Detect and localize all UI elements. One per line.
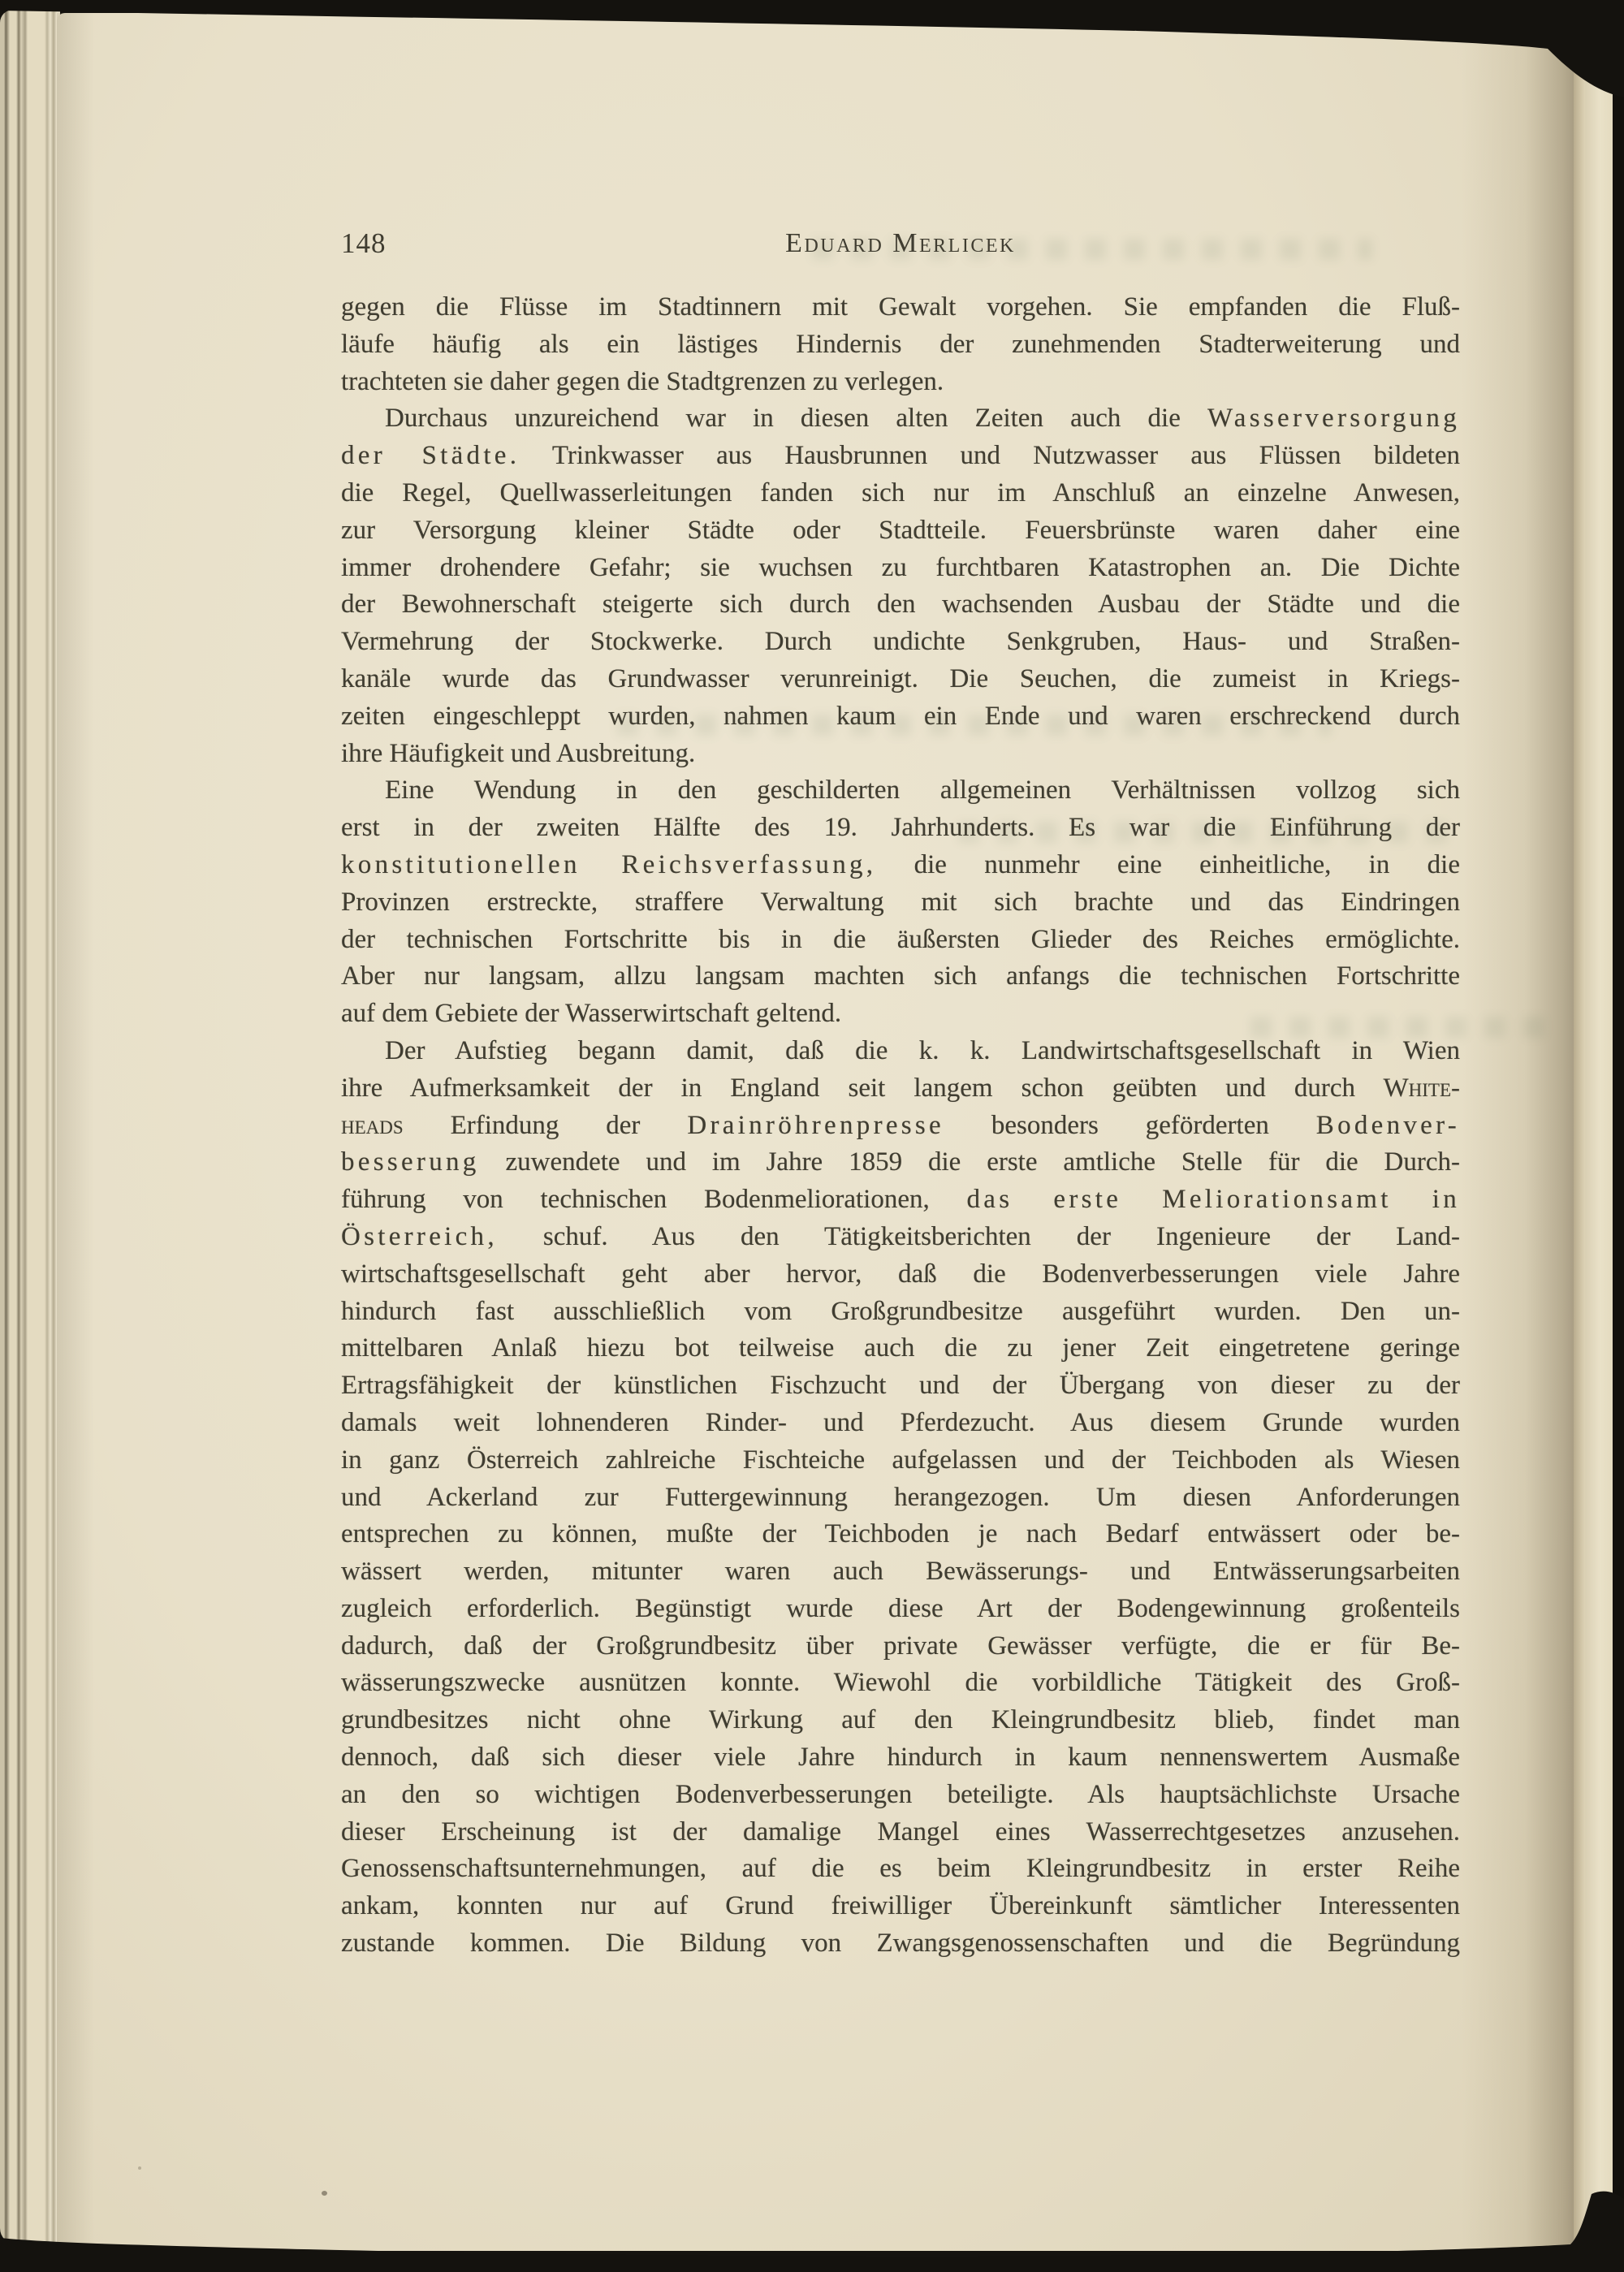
text-line: Provinzen erstreckte, straffere Verwaltung mit sich brachte und das Eindringen: [341, 887, 1460, 917]
binding-inner-shadow: [57, 13, 94, 2251]
text-line: Eine Wendung in den geschilderten allgemeinen Verhältnissen vollzog sich: [385, 775, 1460, 806]
text-line: dieser Erscheinung ist der damalige Mangel eines Wasserrechtgesetzes anzusehen.: [341, 1816, 1460, 1847]
text-line: gegen die Flüsse im Stadtinnern mit Gewalt vorgehen. Sie empfanden die Fluß-: [341, 292, 1460, 322]
text-line: zustande kommen. Die Bildung von Zwangsgenossenschaften und die Begründung: [341, 1929, 1460, 1959]
text-line: wässerungszwecke ausnützen konnte. Wiewohl die vorbildliche Tätigkeit des Groß-: [341, 1668, 1460, 1698]
text-line: entsprechen zu können, mußte der Teichboden je nach Bedarf entwässert oder be-: [341, 1519, 1460, 1549]
text-line: immer drohendere Gefahr; sie wuchsen zu furchtbaren Katastrophen an. Die Dichte: [341, 552, 1460, 582]
text-line: mittelbaren Anlaß hiezu bot teilweise auch die zu jener Zeit eingetretene geringe: [341, 1333, 1460, 1363]
text-line: konstitutionellen Reichsverfassung, die nunmehr eine einheitliche, in die: [341, 849, 1460, 879]
text-line: ankam, konnten nur auf Grund freiwilliger Übereinkunft sämtlicher Interessenten: [341, 1891, 1460, 1921]
text-line: die Regel, Quellwasserleitungen fanden sich nur im Anschluß an einzelne Anwesen,: [341, 477, 1460, 508]
text-line: dennoch, daß sich dieser viele Jahre hindurch in kaum nennenswertem Ausmaße: [341, 1743, 1460, 1773]
text-line: hindurch fast ausschließlich vom Großgrundbesitze ausgeführt wurden. Den un-: [341, 1296, 1460, 1326]
paper-speck: [322, 2191, 327, 2196]
text-line: erst in der zweiten Hälfte des 19. Jahrhunderts. Es war die Einführung der: [341, 813, 1460, 843]
text-line: Der Aufstieg begann damit, daß die k. k. Landwirtschaftsgesellschaft in Wien: [385, 1035, 1460, 1065]
text-line: der Bewohnerschaft steigerte sich durch den wachsenden Ausbau der Städte und die: [341, 590, 1460, 620]
text-line: Aber nur langsam, allzu langsam machten sich anfangs die technischen Fortschritte: [341, 961, 1460, 991]
text-line: Vermehrung der Stockwerke. Durch undichte Senkgruben, Haus- und Straßen-: [341, 627, 1460, 657]
gutter-crease: [1574, 16, 1585, 2248]
gutter-shadow: [1462, 13, 1577, 2251]
text-line: ihre Häufigkeit und Ausbreitung.: [341, 738, 696, 768]
text-line: läufe häufig als ein lästiges Hindernis der zunehmenden Stadterweiterung und: [341, 329, 1460, 359]
text-line: an den so wichtigen Bodenverbesserungen beteiligte. Als hauptsächlichste Ursache: [341, 1779, 1460, 1809]
text-line: in ganz Österreich zahlreiche Fischteiche aufgelassen und der Teichboden als Wiesen: [341, 1445, 1460, 1475]
page-stack-edges: [0, 10, 60, 2244]
text-line: wässert werden, mitunter waren auch Bewässerungs- und Entwässerungsarbeiten: [341, 1557, 1460, 1587]
text-line: Durchaus unzureichend war in diesen alten Zeiten auch die Wasserversorgung: [385, 404, 1460, 434]
text-line: heads Erfindung der Drainröhrenpresse besonders geförderten Bodenver-: [341, 1110, 1460, 1140]
text-line: grundbesitzes nicht ohne Wirkung auf den Kleingrundbesitz blieb, findet man: [341, 1705, 1460, 1735]
text-line: dadurch, daß der Großgrundbesitz über private Gewässer verfügte, die er für Be-: [341, 1631, 1460, 1661]
page-header: [341, 227, 1460, 263]
text-line: zugleich erforderlich. Begünstigt wurde diese Art der Bodengewinnung großenteils: [341, 1593, 1460, 1623]
scan-right-border: [1613, 0, 1624, 2272]
text-line: Ertragsfähigkeit der künstlichen Fischzucht und der Übergang von dieser zu der: [341, 1371, 1460, 1401]
text-line: zeiten eingeschleppt wurden, nahmen kaum ein Ende und waren erschreckend durch: [341, 701, 1460, 731]
text-line: besserung zuwendete und im Jahre 1859 die erste amtliche Stelle für die Durch-: [341, 1147, 1460, 1177]
text-line: der technischen Fortschritte bis in die äußersten Glieder des Reiches ermöglichte.: [341, 924, 1460, 954]
body-text: [341, 289, 1460, 1963]
text-line: zur Versorgung kleiner Städte oder Stadtteile. Feuersbrünste waren daher eine: [341, 515, 1460, 545]
text-line: wirtschaftsgesellschaft geht aber hervor, daß die Bodenverbesserungen viele Jahre: [341, 1259, 1460, 1289]
text-line: Genossenschaftsunternehmungen, auf die es beim Kleingrundbesitz in erster Reihe: [341, 1854, 1460, 1884]
text-line: führung von technischen Bodenmeliorationen, das erste Meliorationsamt in: [341, 1185, 1460, 1215]
text-line: kanäle wurde das Grundwasser verunreinigt. Die Seuchen, die zumeist in Kriegs-: [341, 663, 1460, 693]
running-title: Eduard Merlicek: [785, 228, 1016, 258]
text-line: damals weit lohnenderen Rinder- und Pferdezucht. Aus diesem Grunde wurden: [341, 1407, 1460, 1437]
text-line: der Städte. Trinkwasser aus Hausbrunnen und Nutzwasser aus Flüssen bildeten: [341, 441, 1460, 471]
text-line: ihre Aufmerksamkeit der in England seit langem schon geübten und durch White-: [341, 1073, 1460, 1103]
text-line: und Ackerland zur Futtergewinnung herangezogen. Um diesen Anforderungen: [341, 1482, 1460, 1512]
text-line: trachteten sie daher gegen die Stadtgrenzen zu verlegen.: [341, 366, 944, 396]
page-number: 148: [341, 227, 387, 259]
paper-speck: [138, 2166, 141, 2170]
text-line: auf dem Gebiete der Wasserwirtschaft geltend.: [341, 999, 842, 1029]
text-line: Österreich, schuf. Aus den Tätigkeitsberichten der Ingenieure der Land-: [341, 1221, 1460, 1251]
